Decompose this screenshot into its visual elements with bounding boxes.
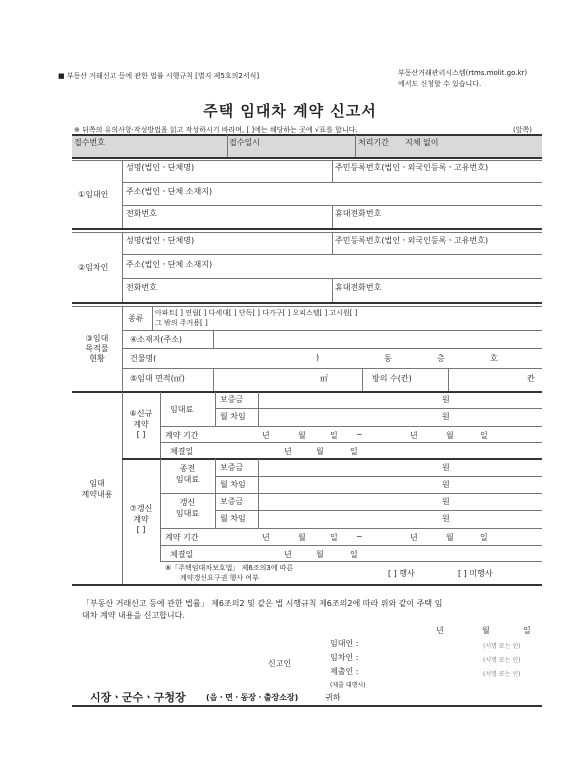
rule xyxy=(72,302,542,304)
area-label: ⑤임대 면적(㎡) xyxy=(130,374,185,383)
prev-rent-label-1: 종전 xyxy=(179,464,196,473)
lessee-name-label: 성명(법인ㆍ단체명) xyxy=(126,236,195,245)
renew-period-start-year: 년 xyxy=(262,533,270,542)
new-monthly-won: 원 xyxy=(442,412,450,421)
rule xyxy=(122,232,123,302)
renew-monthly-won: 원 xyxy=(442,514,450,523)
property-location-label: ④소재지(주소) xyxy=(130,335,183,344)
renew-rent-label-1: 갱신 xyxy=(179,498,196,507)
rule xyxy=(72,306,542,307)
renew-period-label: 계약 기간 xyxy=(165,533,199,542)
rooms-unit: 칸 xyxy=(527,374,535,383)
renewal-right-label-1: ⑧「주택임대차보호법」 제6조의3에 따른 xyxy=(165,564,294,572)
renew-signed-year: 년 xyxy=(284,550,292,559)
new-deposit-label: 보증금 xyxy=(220,395,244,404)
lessee-sign-label: 임차인 : xyxy=(330,653,359,662)
rule xyxy=(122,160,123,228)
lessor-sign-label: 임대인 : xyxy=(330,639,359,648)
lessor-section-label: ①임대인 xyxy=(78,190,109,199)
property-type-label: 종류 xyxy=(128,314,144,323)
new-contract-label-2: 계약 xyxy=(133,420,149,429)
rule xyxy=(160,442,542,443)
renewal-right-not-exercised[interactable]: [ ] 미행사 xyxy=(458,569,493,578)
lessor-mobile-label: 휴대전화번호 xyxy=(335,209,382,218)
rule xyxy=(72,391,542,393)
rule xyxy=(72,584,542,586)
declaration-line-2: 대차 계약 내용을 신고합니다. xyxy=(82,611,185,620)
instruction-text: ※ 뒤쪽의 유의사항·작성방법을 읽고 작성하시기 바라며, [ ]에는 해당하는 곳에 √표를 합니다. xyxy=(74,126,358,134)
rule xyxy=(215,459,216,529)
rule xyxy=(258,459,259,529)
rule xyxy=(355,135,356,157)
receipt-number-label: 접수번호 xyxy=(74,138,105,147)
lessee-mobile-label: 휴대전화번호 xyxy=(335,283,382,292)
new-period-label: 계약 기간 xyxy=(165,431,199,440)
rule xyxy=(332,278,333,302)
form-title: 주택 임대차 계약 신고서 xyxy=(203,102,377,120)
rule xyxy=(122,330,542,331)
rule xyxy=(213,330,214,348)
processing-period-label: 처리기간 xyxy=(358,138,389,147)
rule xyxy=(160,545,542,546)
renew-contract-label-2: 계약 xyxy=(133,515,149,524)
renew-deposit-label: 보증금 xyxy=(220,497,244,506)
rule xyxy=(160,426,542,427)
rule xyxy=(258,392,259,426)
rule xyxy=(122,254,542,255)
rule xyxy=(160,493,542,494)
rule xyxy=(362,368,363,391)
new-contract-label-1: ⑥신규 xyxy=(129,409,153,418)
online-system-note-2: 에서도 신청할 수 있습니다. xyxy=(398,80,482,88)
property-section-label-1: ③임대 xyxy=(85,334,109,343)
renew-signed-label: 체결일 xyxy=(170,550,194,559)
lessor-sign-note: (서명 또는 인) xyxy=(483,643,521,650)
rule xyxy=(72,160,542,161)
prev-monthly-won: 원 xyxy=(442,480,450,489)
rule xyxy=(332,205,333,228)
lessor-name-label: 성명(법인ㆍ단체명) xyxy=(126,163,195,172)
rule xyxy=(213,368,214,391)
building-name-close: ) xyxy=(316,353,320,362)
rule xyxy=(72,157,542,159)
new-deposit-won: 원 xyxy=(442,395,450,404)
renewal-right-label-2: 계약갱신요구권 행사 여부 xyxy=(180,574,259,582)
rule xyxy=(72,134,542,136)
rule xyxy=(160,528,542,529)
area-unit: ㎡ xyxy=(320,374,328,383)
rule xyxy=(215,476,542,477)
submitter-sign-note: (서명 또는 인) xyxy=(483,671,521,678)
property-section-label-3: 현황 xyxy=(89,354,105,363)
new-signed-day: 일 xyxy=(350,447,358,456)
renew-period-end-day: 일 xyxy=(480,533,488,542)
rule xyxy=(215,510,542,511)
rule xyxy=(215,408,542,409)
building-name-label: 건물명( xyxy=(130,354,157,363)
renew-rent-label-2: 임대료 xyxy=(175,509,200,518)
renew-period-tilde: ~ xyxy=(356,532,363,541)
renew-contract-checkbox[interactable]: [ ] xyxy=(136,525,146,534)
rule xyxy=(72,232,542,233)
property-section-label-2: 목적물 xyxy=(85,344,109,353)
declaration-line-1: 「부동산 거래신고 등에 관한 법률」 제6조의2 및 같은 법 시행규칙 제6조의2에 따라 위와 같이 주택 임 xyxy=(82,599,443,608)
new-monthly-label: 월 차임 xyxy=(220,412,246,421)
rule xyxy=(332,160,333,182)
page-side-label: (앞쪽) xyxy=(513,126,532,134)
rooms-label: 방의 수(칸) xyxy=(372,374,412,383)
new-period-end-day: 일 xyxy=(480,431,488,440)
prev-rent-label-2: 임대료 xyxy=(175,475,200,484)
property-type-other[interactable]: 그 밖의 주거용[ ] xyxy=(155,319,208,327)
new-period-tilde: ~ xyxy=(356,430,363,439)
rule xyxy=(332,232,333,254)
rule xyxy=(160,392,161,458)
lessee-address-label: 주소(법인ㆍ단체 소재지) xyxy=(126,260,213,269)
new-signed-year: 년 xyxy=(284,447,292,456)
prev-deposit-label: 보증금 xyxy=(220,463,244,472)
new-rent-label: 임대료 xyxy=(170,405,194,414)
renew-signed-month: 월 xyxy=(316,550,324,559)
dong-label: 동 xyxy=(384,354,392,363)
form-regulation-note: ■ 부동산 거래신고 등에 관한 법률 시행규칙 [별지 제5호의2서식] xyxy=(58,72,260,80)
processing-period-value: 지체 없이 xyxy=(405,138,439,147)
declaration-year: 년 xyxy=(436,626,444,635)
receipt-date-label: 접수일시 xyxy=(229,138,260,147)
new-period-end-month: 월 xyxy=(446,431,454,440)
ho-label: 호 xyxy=(490,354,498,363)
renew-contract-label-1: ⑦갱신 xyxy=(129,504,153,513)
rule xyxy=(72,705,542,707)
renew-monthly-label: 월 차임 xyxy=(220,514,246,523)
floor-label: 층 xyxy=(437,354,445,363)
new-signed-label: 체결일 xyxy=(170,447,194,456)
rule xyxy=(227,135,228,157)
lessee-sign-note: (서명 또는 인) xyxy=(483,657,521,664)
renewal-right-exercised[interactable]: [ ] 행사 xyxy=(388,569,415,578)
rule xyxy=(152,306,153,330)
rule xyxy=(448,368,449,391)
new-signed-month: 월 xyxy=(316,447,324,456)
rule xyxy=(122,458,542,460)
new-period-end-year: 년 xyxy=(410,431,418,440)
submitter-sign-label: 제출인 : xyxy=(330,667,359,676)
rule xyxy=(122,348,542,349)
lessee-phone-label: 전화번호 xyxy=(126,283,157,292)
renew-period-end-year: 년 xyxy=(410,533,418,542)
rule xyxy=(122,182,542,183)
renew-period-start-month: 월 xyxy=(298,533,306,542)
reporter-label: 신고인 xyxy=(268,659,292,668)
addressee-suffix: 귀하 xyxy=(325,693,341,702)
renew-signed-day: 일 xyxy=(350,550,358,559)
declaration-month: 월 xyxy=(482,626,490,635)
prev-monthly-label: 월 차임 xyxy=(220,480,246,489)
online-system-note: 부동산거래관리시스템(rtms.molit.go.kr) xyxy=(398,69,528,77)
new-contract-checkbox[interactable]: [ ] xyxy=(136,430,146,439)
renew-period-start-day: 일 xyxy=(330,533,338,542)
property-type-options[interactable]: 아파트[ ] 연립[ ] 다세대[ ] 단독[ ] 다가구[ ] 오피스텔[ ] 고시원[ ] xyxy=(155,309,358,317)
addressee-title: 시장ㆍ군수ㆍ구청장 xyxy=(90,691,186,704)
lessor-address-label: 주소(법인ㆍ단체 소재지) xyxy=(126,187,213,196)
prev-deposit-won: 원 xyxy=(442,463,450,472)
receipt-row-shade xyxy=(72,135,542,157)
lessor-id-label: 주민등록번호(법인ㆍ외국인등록ㆍ고유번호) xyxy=(335,163,489,172)
rule xyxy=(122,368,542,369)
contract-section-label-2: 계약내용 xyxy=(81,490,113,499)
addressee-sub: (읍ㆍ면ㆍ동장ㆍ출장소장) xyxy=(206,693,299,702)
submitter-agent-note: (제출 대행시) xyxy=(330,682,366,689)
new-period-start-year: 년 xyxy=(262,431,270,440)
renew-period-end-month: 월 xyxy=(446,533,454,542)
renew-deposit-won: 원 xyxy=(442,497,450,506)
rule xyxy=(215,392,216,426)
lessee-id-label: 주민등록번호(법인ㆍ외국인등록ㆍ고유번호) xyxy=(335,236,489,245)
rule xyxy=(72,228,542,230)
declaration-day: 일 xyxy=(523,626,531,635)
lessee-section-label: ②임차인 xyxy=(78,263,109,272)
lessor-phone-label: 전화번호 xyxy=(126,209,157,218)
contract-section-label-1: 임대 xyxy=(89,479,105,488)
rule xyxy=(160,561,542,562)
new-period-start-day: 일 xyxy=(330,431,338,440)
new-period-start-month: 월 xyxy=(298,431,306,440)
